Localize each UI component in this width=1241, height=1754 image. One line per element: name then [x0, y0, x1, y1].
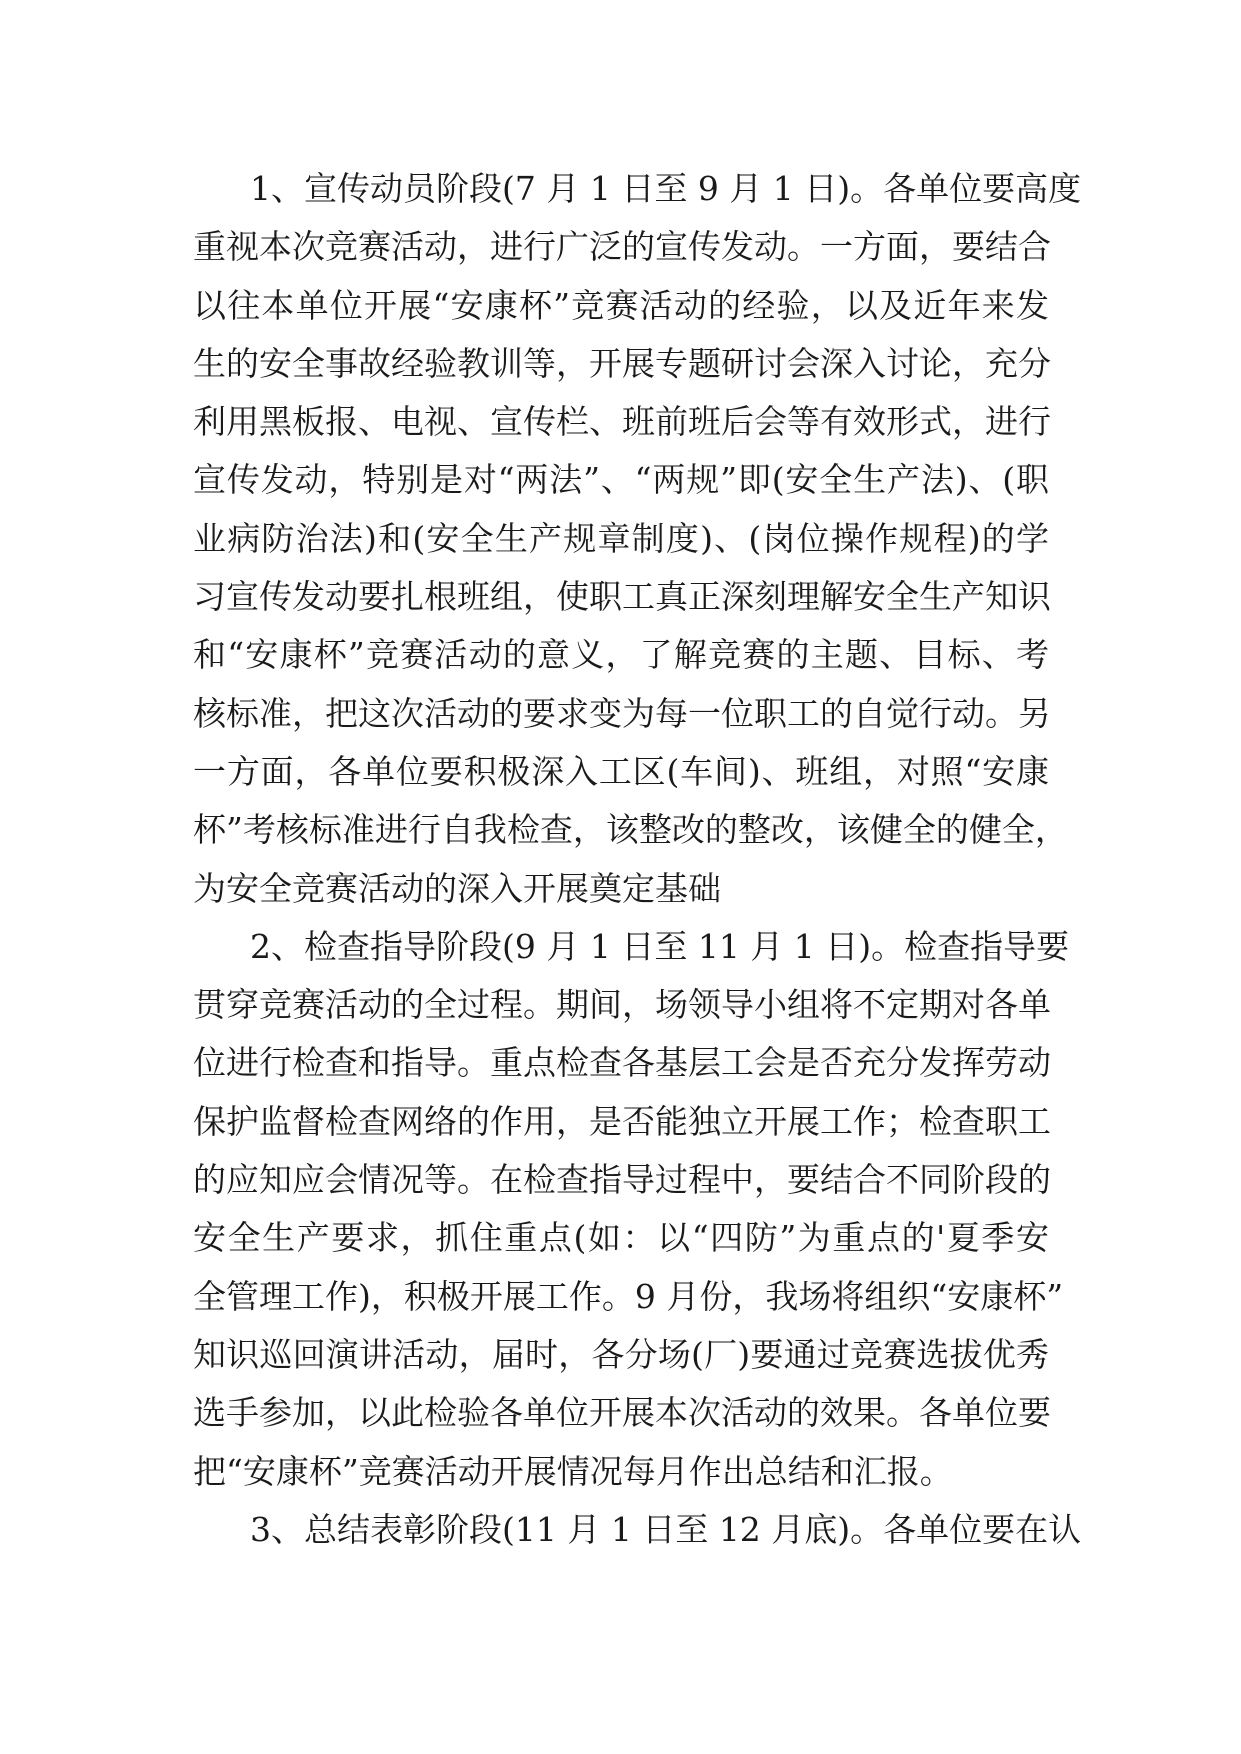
paragraph-line: 保护监督检查网络的作用，是否能独立开展工作；检查职工: [193, 1101, 1051, 1141]
paragraph-line: 杯”考核标准进行自我检查，该整改的整改，该健全的健全，: [193, 810, 1068, 850]
paragraph-line: 3、总结表彰阶段(11 月 1 日至 12 月底)。各单位要在认: [250, 1509, 1082, 1549]
paragraph-line: 重视本次竞赛活动，进行广泛的宣传发动。一方面，要结合: [193, 227, 1051, 267]
paragraph-line: 1、宣传动员阶段(7 月 1 日至 9 月 1 日)。各单位要高度: [250, 169, 1082, 208]
paragraph-line: 业病防治法)和(安全生产规章制度)、(岗位操作规程)的学: [193, 518, 1049, 558]
paragraph-line: 宣传发动，特别是对“两法”、“两规”即(安全生产法)、(职: [193, 460, 1049, 500]
paragraph-line: 习宣传发动要扎根班组，使职工真正深刻理解安全生产知识: [193, 577, 1051, 617]
paragraph-line: 全管理工作)，积极开展工作。9 月份，我场将组织“安康杯”: [193, 1276, 1064, 1316]
paragraph-line: 位进行检查和指导。重点检查各基层工会是否充分发挥劳动: [193, 1043, 1051, 1083]
paragraph-line: 生的安全事故经验教训等，开展专题研讨会深入讨论，充分: [193, 343, 1051, 383]
paragraph-line: 把“安康杯”竞赛活动开展情况每月作出总结和汇报。: [193, 1451, 953, 1491]
paragraph-line: 和“安康杯”竞赛活动的意义，了解竞赛的主题、目标、考: [193, 635, 1049, 675]
paragraph-line: 为安全竞赛活动的深入开展奠定基础: [193, 868, 721, 908]
paragraph-line: 贯穿竞赛活动的全过程。期间，场领导小组将不定期对各单: [193, 985, 1051, 1025]
paragraph-line: 知识巡回演讲活动，届时，各分场(厂)要通过竞赛选拔优秀: [193, 1334, 1049, 1374]
paragraph-line: 选手参加，以此检验各单位开展本次活动的效果。各单位要: [193, 1393, 1051, 1433]
paragraph-line: 以往本单位开展“安康杯”竞赛活动的经验，以及近年来发: [193, 285, 1049, 325]
paragraph-inspection-stage: [193, 918, 1070, 1501]
paragraph-line: 利用黑板报、电视、宣传栏、班前班后会等有效形式，进行: [193, 402, 1051, 442]
paragraph-line: 2、检查指导阶段(9 月 1 日至 11 月 1 日)。检查指导要: [250, 926, 1070, 966]
paragraph-publicity-stage: [193, 160, 1082, 918]
document-body: [193, 160, 1082, 1559]
paragraph-line: 核标准，把这次活动的要求变为每一位职工的自觉行动。另: [193, 693, 1051, 733]
paragraph-summary-stage: [193, 1501, 1082, 1559]
paragraph-line: 一方面，各单位要积极深入工区(车间)、班组，对照“安康: [193, 751, 1049, 791]
paragraph-line: 安全生产要求，抓住重点(如：以“四防”为重点的'夏季安: [193, 1218, 1049, 1258]
paragraph-line: 的应知应会情况等。在检查指导过程中，要结合不同阶段的: [193, 1160, 1051, 1200]
